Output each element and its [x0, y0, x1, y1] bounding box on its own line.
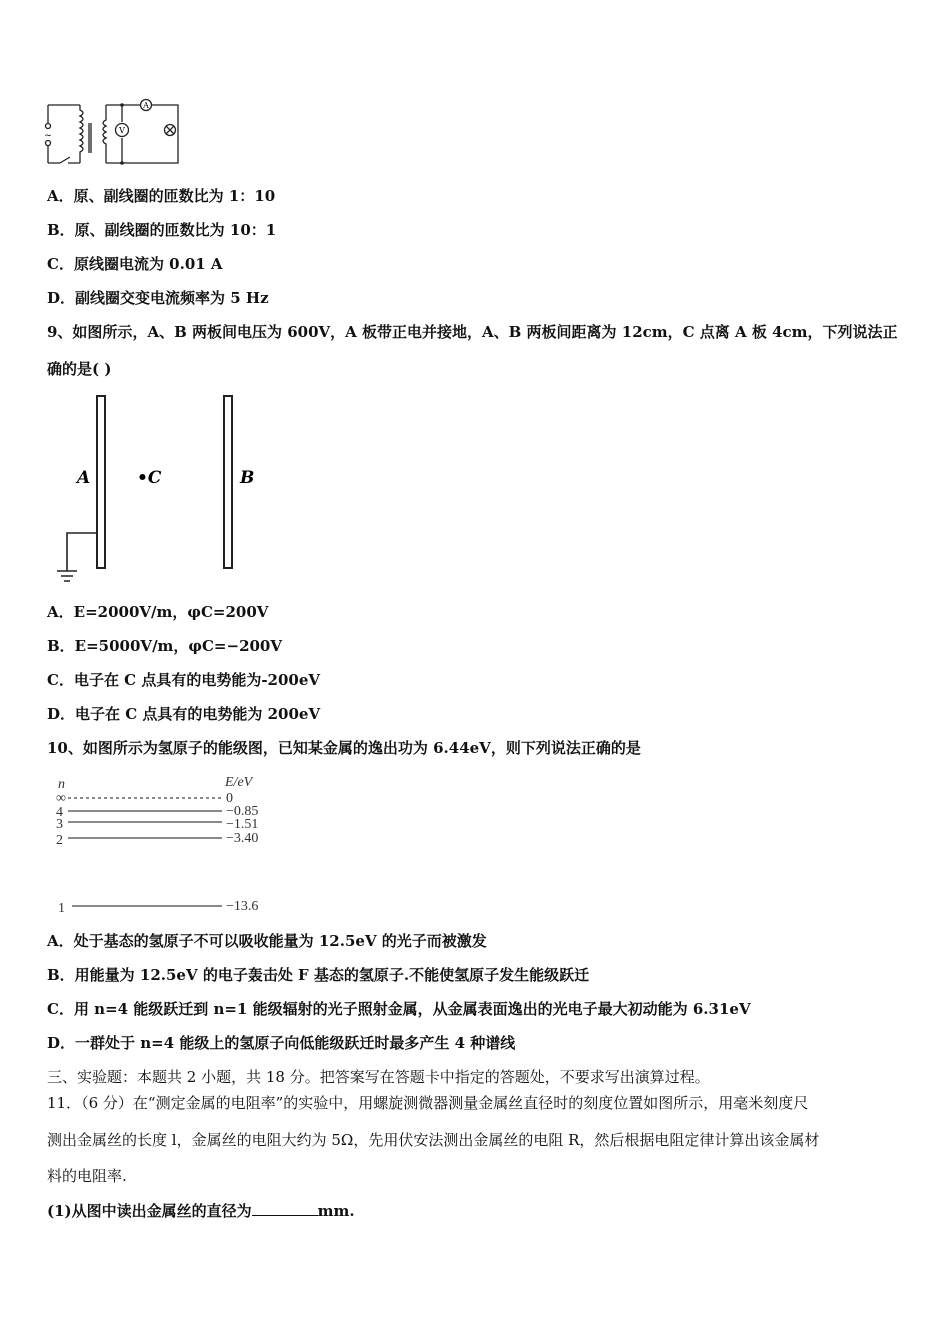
- q8-option-c: C．原线圈电流为 0.01 A: [47, 255, 223, 273]
- q9-stem-line1: 9、如图所示，A、B 两板间电压为 600V，A 板带正电并接地，A、B 两板间距离为 12cm，C 点离 A 板 4cm，下列说法正: [47, 323, 898, 341]
- q9-stem-line2: 确的是( ): [47, 360, 112, 378]
- q10-option-a: A．处于基态的氢原子不可以吸收能量为 12.5eV 的光子而被激发: [47, 932, 487, 950]
- ac-source-label: ~: [44, 131, 52, 141]
- q9-option-a: A．E=2000V/m，φC=200V: [47, 603, 269, 621]
- q11-sub1: [47, 1201, 355, 1221]
- level-e-4: −0.85: [226, 804, 259, 819]
- q9-option-d: D．电子在 C 点具有的电势能为 200eV: [47, 705, 321, 723]
- level-e-inf: 0: [226, 791, 233, 806]
- q10-stem: 10、如图所示为氢原子的能级图，已知某金属的逸出功为 6.44eV，则下列说法正确的是: [47, 739, 641, 757]
- voltmeter-label: V: [119, 126, 125, 135]
- parallel-plates-diagram: [55, 393, 265, 588]
- level-n-inf: ∞: [56, 791, 66, 806]
- plate-a-label: A: [77, 468, 91, 488]
- q11-sub1-prefix: (1)从图中读出金属丝的直径为: [47, 1202, 252, 1220]
- q9-option-b: B．E=5000V/m，φC=−200V: [47, 637, 283, 655]
- q11-line3: 料的电阻率.: [47, 1167, 127, 1185]
- q8-option-a: A．原、副线圈的匝数比为 1：10: [47, 187, 276, 205]
- q10-option-c: C．用 n=4 能级跃迁到 n=1 能级辐射的光子照射金属，从金属表面逸出的光电子最大初动能为 6.31eV: [47, 1000, 751, 1018]
- level-n-1: 1: [58, 901, 65, 916]
- q10-option-d: D．一群处于 n=4 能级上的氢原子向低能级跃迁时最多产生 4 种谱线: [47, 1034, 516, 1052]
- q10-option-b: B．用能量为 12.5eV 的电子轰击处 F 基态的氢原子.不能使氢原子发生能级跃迁: [47, 966, 590, 984]
- level-n-2: 2: [56, 833, 63, 848]
- plate-b-label: B: [240, 468, 255, 488]
- level-n-3: 3: [56, 817, 63, 832]
- ammeter-label: A: [143, 101, 149, 110]
- level-e-2: −3.40: [226, 831, 259, 846]
- q8-option-b: B．原、副线圈的匝数比为 10：1: [47, 221, 277, 239]
- energy-axis-label: E/eV: [225, 775, 253, 790]
- section-3-heading: 三、实验题：本题共 2 小题，共 18 分。把答案写在答题卡中指定的答题处，不要求写出演算过程。: [47, 1068, 710, 1086]
- answer-blank: [252, 1201, 318, 1216]
- q8-option-d: D．副线圈交变电流频率为 5 Hz: [47, 289, 269, 307]
- level-e-3: −1.51: [226, 817, 259, 832]
- q11-sub1-suffix: mm.: [317, 1202, 355, 1220]
- hydrogen-energy-level-diagram: [50, 772, 280, 917]
- q11-line2: 测出金属丝的长度 l，金属丝的电阻大约为 5Ω，先用伏安法测出金属丝的电阻 R，然后根据电阻定律计算出该金属材: [47, 1131, 820, 1149]
- q11-line1: 11．（6 分）在“测定金属的电阻率”的实验中，用螺旋测微器测量金属丝直径时的刻度位置如图所示，用毫米刻度尺: [47, 1094, 809, 1112]
- level-e-1: −13.6: [226, 899, 259, 914]
- q9-option-c: C．电子在 C 点具有的电势能为-200eV: [47, 671, 321, 689]
- level-n-4: 4: [56, 805, 63, 820]
- n-axis-label: n: [58, 777, 65, 792]
- transformer-circuit-diagram: [40, 95, 180, 170]
- point-c-label: •C: [137, 468, 162, 488]
